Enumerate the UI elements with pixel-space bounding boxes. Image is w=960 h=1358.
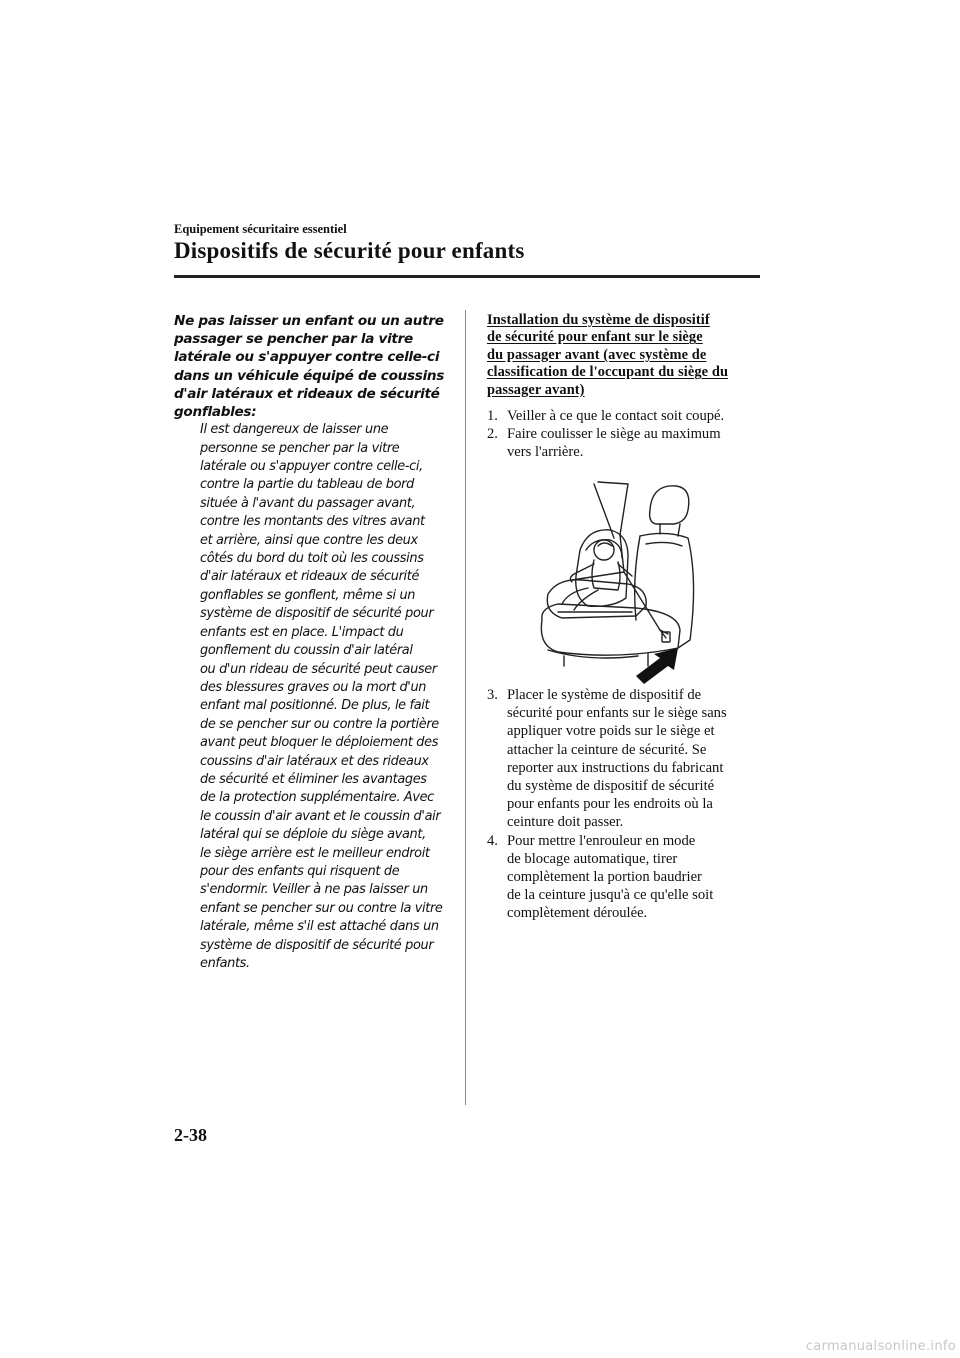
warning-line: des blessures graves ou la mort d'un (200, 679, 427, 695)
step-number: 4. (487, 832, 498, 849)
step-line: sécurité pour enfants sur le siège sans (507, 705, 727, 722)
warning-line: s'endormir. Veiller à ne pas laisser un (200, 882, 428, 898)
section-label: Equipement sécuritaire essentiel (174, 222, 347, 236)
step-text (507, 832, 762, 923)
warning-line: personne se pencher par la vitre (200, 440, 400, 456)
step-line: Faire coulisser le siège au maximum (507, 426, 721, 443)
title-rule (174, 275, 760, 278)
step-number: 2. (487, 426, 498, 443)
warning-line: ou d'un rideau de sécurité peut causer (200, 661, 437, 677)
step-number: 3. (487, 687, 498, 703)
warning-line: côtés du bord du toit où les coussins (200, 551, 424, 567)
warning-line: le siège arrière est le meilleur endroit (200, 845, 430, 861)
step-2 (487, 425, 757, 461)
warning-title-line: Ne pas laisser un enfant ou un autre (174, 313, 444, 329)
step-line: Veiller à ce que le contact soit coupé. (507, 408, 725, 425)
watermark: carmanualsonline.info (805, 1339, 956, 1354)
warning-line: système de dispositif de sécurité pour (200, 937, 434, 953)
page-number: 2-38 (174, 1125, 207, 1145)
step-line: Pour mettre l'enrouleur en mode (507, 832, 696, 849)
warning-line: enfants. (200, 956, 250, 971)
warning-line: enfant se pencher sur ou contre la vitre (200, 900, 443, 916)
step-number: 1. (487, 408, 498, 425)
warning-line: Il est dangereux de laisser une (200, 422, 389, 438)
step-line: de blocage automatique, tirer (507, 850, 678, 867)
warning-line: située à l'avant du passager avant, (200, 495, 416, 511)
warning-box (174, 312, 446, 973)
heading-line: classification de l'occupant du siège du (487, 364, 729, 381)
warning-line: latéral qui se déploie du siège avant, (200, 827, 426, 843)
step-1 (487, 407, 757, 425)
warning-title-line: gonflables: (174, 404, 257, 421)
step-text (507, 686, 762, 832)
warning-line: système de dispositif de sécurité pour (200, 606, 434, 622)
step-list (487, 407, 757, 462)
warning-body (200, 421, 446, 973)
step-line: complètement la portion baudrier (507, 869, 702, 886)
warning-title-line: d'air latéraux et rideaux de sécurité (174, 385, 440, 402)
step-line: du système de dispositif de sécurité (507, 778, 715, 795)
step-line: reporter aux instructions du fabricant (507, 759, 724, 776)
warning-line: de la protection supplémentaire. Avec (200, 790, 434, 806)
heading-line: de sécurité pour enfant sur le siège (487, 329, 703, 346)
step-line: ceinture doit passer. (507, 814, 624, 831)
heading-line: Installation du système de dispositif (487, 312, 710, 328)
column-divider (465, 310, 466, 1105)
warning-line: enfant mal positionné. De plus, le fait (200, 698, 430, 714)
step-line: complètement déroulée. (507, 905, 648, 922)
warning-line: d'air latéraux et rideaux de sécurité (200, 569, 420, 585)
warning-line: gonflement du coussin d'air latéral (200, 643, 413, 659)
warning-line: contre les montants des vitres avant (200, 514, 425, 530)
warning-title (174, 312, 446, 421)
installation-section (487, 312, 757, 462)
step-line: de la ceinture jusqu'à ce qu'elle soit (507, 887, 714, 904)
step-list-continued (487, 686, 762, 923)
warning-title-line: passager se pencher par la vitre (174, 331, 413, 348)
step-line: Placer le système de dispositif de (507, 687, 702, 703)
warning-line: de sécurité et éliminer les avantages (200, 771, 427, 787)
warning-title-line: dans un véhicule équipé de coussins (174, 367, 445, 384)
warning-line: gonflables se gonflent, même si un (200, 587, 416, 603)
heading-line: passager avant) (487, 381, 585, 398)
warning-line: le coussin d'air avant et le coussin d'air (200, 808, 441, 824)
step-4 (487, 832, 762, 923)
step-line: pour enfants pour les endroits où la (507, 796, 713, 813)
seat-drawing (528, 480, 700, 685)
chapter-title: Dispositifs de sécurité pour enfants (174, 238, 525, 263)
warning-line: de se pencher sur ou contre la portière (200, 716, 439, 732)
installation-heading (487, 312, 757, 399)
warning-line: contre la partie du tableau de bord (200, 477, 414, 493)
step-line: vers l'arrière. (507, 444, 584, 461)
step-text (507, 407, 757, 425)
step-text (507, 425, 757, 461)
step-line: attacher la ceinture de sécurité. Se (507, 741, 707, 758)
warning-line: latérale, même s'il est attaché dans un (200, 919, 439, 935)
warning-line: pour des enfants qui risquent de (200, 863, 400, 879)
warning-line: latérale ou s'appuyer contre celle-ci, (200, 459, 423, 475)
step-line: appliquer votre poids sur le siège et (507, 723, 715, 740)
child-seat-illustration (528, 480, 700, 685)
warning-line: enfants est en place. L'impact du (200, 624, 404, 640)
heading-line: du passager avant (avec système de (487, 346, 707, 363)
warning-title-line: latérale ou s'appuyer contre celle-ci (174, 349, 440, 366)
step-3 (487, 686, 762, 832)
warning-line: coussins d'air latéraux et des rideaux (200, 753, 429, 769)
warning-line: et arrière, ainsi que contre les deux (200, 532, 418, 548)
warning-line: avant peut bloquer le déploiement des (200, 735, 439, 751)
